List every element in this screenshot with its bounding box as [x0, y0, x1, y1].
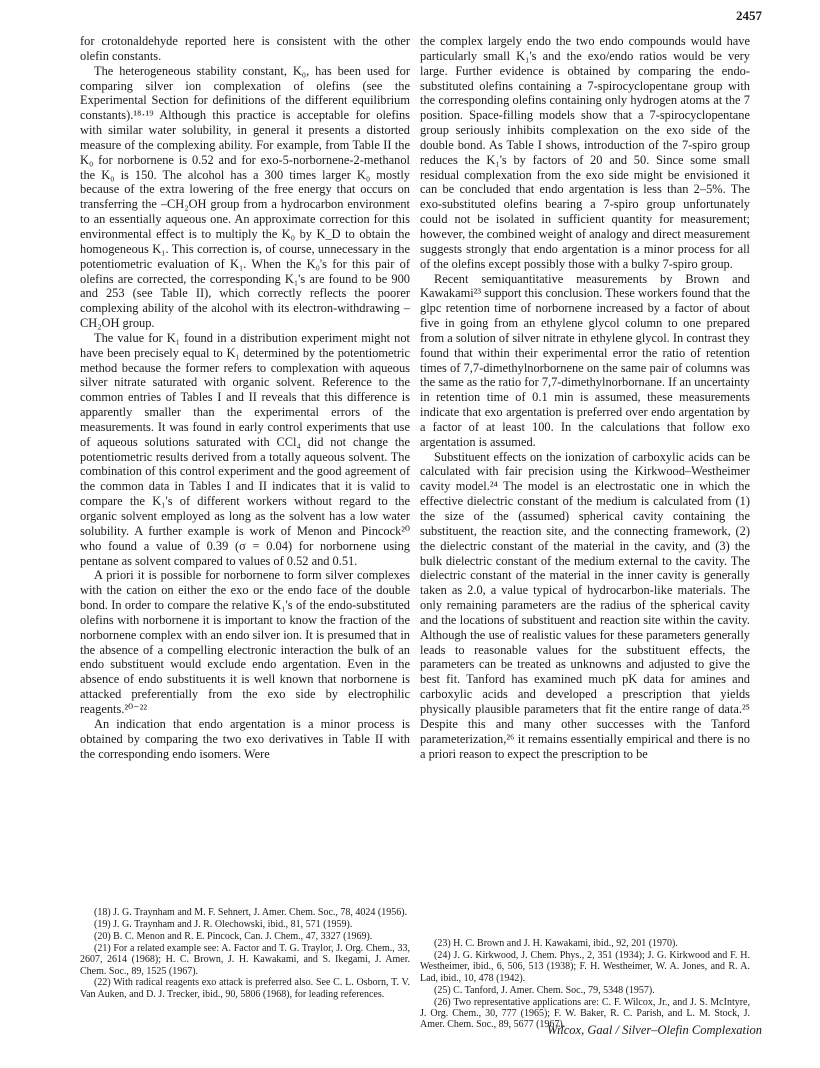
- footnote-19: (19) J. G. Traynham and J. R. Olechowski, ibid., 81, 571 (1959).: [94, 918, 353, 930]
- left-paragraph-5: An indication that endo argentation is a minor process is obtained by comparing the two exo derivatives in Table II with the corresponding endo isomers. Were: [80, 716, 410, 761]
- left-paragraph-2: The heterogeneous stability constant, K₀, has been used for comparing silver ion complexation of olefins (see the Experimental Section for definitions of the different equilibrium constants).¹⁸·¹⁹ Although this practice is acceptable for olefins with similar water solubility, in general it presents a distorted measure of the complexing ability. For example, from Table II the K₀ for norbornene is 0.52 and for exo-5-norbornene-2-methanol the K₀ is 150. The alcohol has a 300 times larger K₀ mostly because of the extra lowering of the free energy that occurs on transferring the –CH₂OH group from a hydrocarbon environment to an essentially aqueous one. An approximate correction for this environmental effect is to multiply the K₀ by K_D to obtain the homogeneous K₁. This correction is, of course, unnecessary in the potentiometric evaluation of K₁. When the K₀'s for this pair of olefins are corrected, the corresponding K₁'s are found to be 900 and 253 (see Table II), which correctly reflects the poorer complexing ability of the alcohol with its electron-withdrawing –CH₂OH group.: [80, 63, 410, 331]
- right-paragraph-3: Substituent effects on the ionization of carboxylic acids can be calculated with fair precision using the Kirkwood–Westheimer cavity model.²⁴ The model is an electrostatic one in which the effective dielectric constant of the medium is calculated from (1) the size of the (assumed) spherical cavity containing the substituent, the reaction site, and the connecting framework, (2) the dielectric constant of the material in the cavity, and (3) the bulk dielectric constant of the medium external to the cavity. The dielectric constant of the material in the inner cavity is generally taken as 2.0, a value typical of hydrocarbon-like materials. The only remaining parameters are the radius of the spherical cavity and the locations of substituent and reaction site within the cavity. Although the use of realistic values for these parameters generally leads to reasonable values for the substituent effects, the parameters can be treated as unknowns and adjusted to give the best fit. Tanford has examined much pK data for amines and carboxylic acids and developed a prescription that yields physically plausible parameters that fit the entire range of data.²⁵ Despite this and many other successes with the Tanford parameterization,²⁶ it remains essentially empirical and there is no a priori reason to expect the prescription to be: [420, 449, 750, 761]
- page-number: 2457: [736, 8, 762, 23]
- left-footnotes: [80, 907, 410, 1001]
- footnote-23: (23) H. C. Brown and J. H. Kawakami, ibid., 92, 201 (1970).: [434, 938, 678, 949]
- left-paragraph-1: for crotonaldehyde reported here is consistent with the other olefin constants.: [80, 34, 410, 63]
- left-column: [80, 34, 410, 761]
- right-footnotes: [420, 938, 750, 1031]
- left-paragraph-4: A priori it is possible for norbornene to form silver complexes with the cation on either the exo or the endo face of the double bond. In order to compare the relative K₁'s of the endo-substituted olefins with norbornene it is important to know the fraction of the norbornene complex with an endo silver ion. It is presumed that in the absence of a compelling electronic interaction the bulk of an endo substituent would exclude endo argentation. Even in the absence of endo substituents it is well known that norbornene is attacked preferentially from the exo side by electrophilic reagents.²⁰⁻²²: [80, 568, 410, 716]
- running-footer: Wilcox, Gaal / Silver–Olefin Complexation: [547, 1023, 762, 1037]
- right-paragraph-1: the complex largely endo the two endo compounds would have particularly small K₁'s and the exo/endo ratios would be very large. Further evidence is obtained by comparing the endo-substituted olefins containing a 7-spirocyclopentane group with the corresponding olefins containing only hydrogen atoms at the 7 position. Space-filling models show that a 7-spirocyclopentane group seriously inhibits complexation on the exo side of the double bond. As Table I shows, introduction of the 7-spiro group reduces the K₁'s by factors of 20 and 50. Since some small residual complexation from the exo side might be envisioned it can be concluded that endo argentation is less than 2–5%. The exo-substituted olefins bearing a 7-spiro group unfortunately could not be isolated in sufficient quantity for measurement; however, the combined weight of analogy and direct measurement suggests strongly that endo argentation is a minor process for all of the olefins except possibly those with a bulky 7-spiro group.: [420, 34, 750, 271]
- right-paragraph-2: Recent semiquantitative measurements by Brown and Kawakami²³ support this conclusion. These workers found that the glpc retention time of norbornene increased by a factor of about five in going from an ethylene glycol column to one prepared from a solution of silver nitrate in ethylene glycol. In contrast they found that within their experimental error the ratio of retention times of 7,7-dimethylnorbornene on the same pair of columns was the same as the ratio for 7,7-dimethylnorbornane. If an uncertainty in retention time of 0.1 min is assumed, these measurements indicate that exo argentation is preferred over endo argentation by a factor of at least 100. In the calculations that follow exo argentation is assumed.: [420, 271, 750, 449]
- footnote-22: (22) With radical reagents exo attack is preferred also. See C. L. Osborn, T. V. Van Auken, and D. J. Trecker, ibid., 90, 5806 (1968), for leading references.: [80, 977, 410, 1000]
- left-paragraph-3: The value for K₁ found in a distribution experiment might not have been precisely equal to K₁ determined by the potentiometric method because the former refers to complexation with aqueous silver nitrate saturated with organic solvent. Reference to the common entries of Tables I and II reveals that this difference is apparently smaller than the experimental errors of the measurements. It was found in early control experiments that use of aqueous solutions saturated with CCl₄ did not change the potentiometric results derived from a totally aqueous solvent. The combination of this control experiment and the good agreement of the common data in Tables I and II indicates that it is valid to compare the K₁'s of different workers without regard to the organic solvent employed as long as the solvent has a low water solubility. A further example is work of Menon and Pincock²⁰ who found a value of 0.39 (σ = 0.04) for norbornene using pentane as solvent compared to values of 0.52 and 0.51.: [80, 330, 410, 568]
- right-column: [420, 34, 750, 761]
- footnote-24: (24) J. G. Kirkwood, J. Chem. Phys., 2, 351 (1934); J. G. Kirkwood and F. H. Westheimer, ibid., 6, 506, 513 (1938); F. H. Westheimer, W. A. Jones, and R. A. Lad, ibid., 10, 478 (1942).: [420, 949, 750, 984]
- footnote-26: (26) Two representative applications are: C. F. Wilcox, Jr., and J. S. McIntyre, J. Org. Chem., 30, 777 (1965); F. W. Baker, R. C. Parish, and L. M. Stock, J. Amer. Chem. Soc., 89, 5677 (1967).: [420, 996, 750, 1031]
- footnote-25: (25) C. Tanford, J. Amer. Chem. Soc., 79, 5348 (1957).: [434, 984, 655, 996]
- footnote-18: (18) J. G. Traynham and M. F. Sehnert, J. Amer. Chem. Soc., 78, 4024 (1956).: [94, 907, 408, 918]
- footnote-21: (21) For a related example see: A. Factor and T. G. Traylor, J. Org. Chem., 33, 2607, 2614 (1968); H. C. Brown, J. H. Kawakami, and S. Ikegami, J. Amer. Chem. Soc., 89, 1525 (1967).: [80, 942, 410, 977]
- footnote-20: (20) B. C. Menon and R. E. Pincock, Can. J. Chem., 47, 3327 (1969).: [94, 930, 373, 942]
